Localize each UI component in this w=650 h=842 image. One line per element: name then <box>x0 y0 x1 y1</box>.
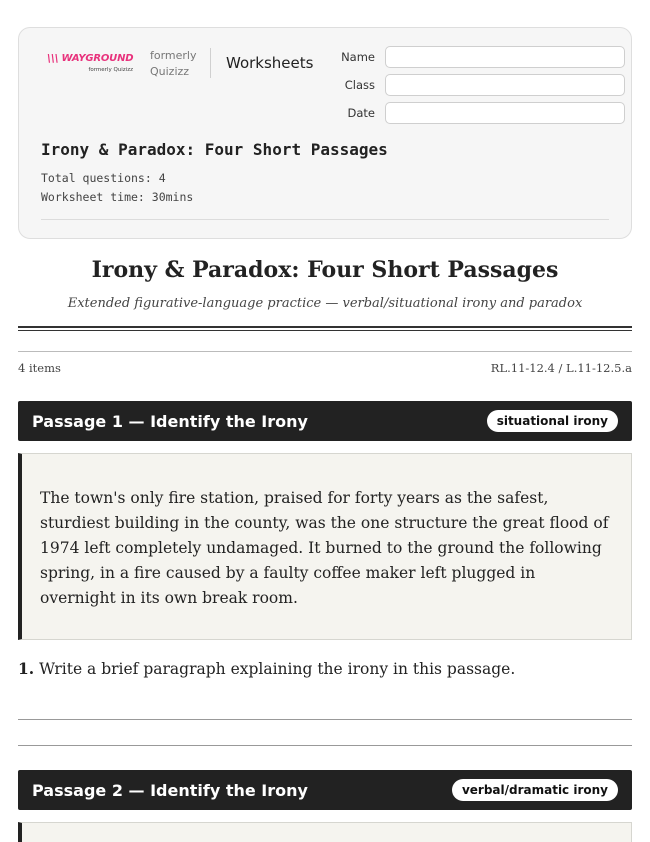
name-input[interactable] <box>385 46 625 68</box>
class-field-row <box>339 74 625 96</box>
page-subtitle: Extended figurative-language practice — verbal/situational irony and paradox <box>67 296 583 311</box>
passage-2-title: Passage 2 — Identify the Irony <box>32 780 308 800</box>
student-info-fields <box>339 46 625 130</box>
card-title: Irony & Paradox: Four Short Passages <box>41 140 388 159</box>
page-title: Irony & Paradox: Four Short Passages <box>91 257 559 283</box>
header-divider <box>210 48 211 78</box>
date-field-row <box>339 102 625 124</box>
item-count: 4 items <box>18 361 61 375</box>
worksheet-time: Worksheet time: 30mins <box>41 190 194 204</box>
passage-2-text <box>18 822 632 842</box>
class-input[interactable] <box>385 74 625 96</box>
title-double-rule <box>18 326 632 331</box>
passage-1-tag: situational irony <box>487 410 618 432</box>
passage-1-header <box>18 401 632 441</box>
date-input[interactable] <box>385 102 625 124</box>
formerly-quizizz-label: formerly Quizizz <box>150 49 197 78</box>
logo-subtext: formerly Quizizz <box>88 67 133 73</box>
question-1-text: Write a brief paragraph explaining the irony in this passage. <box>39 660 516 678</box>
card-divider <box>41 219 609 220</box>
logo-text: WAYGROUND <box>61 53 134 64</box>
card-meta <box>41 169 193 207</box>
total-questions: Total questions: 4 <box>41 171 166 185</box>
name-field-row <box>339 46 625 68</box>
answer-line[interactable] <box>18 745 632 746</box>
date-label: Date <box>347 106 375 120</box>
name-label: Name <box>341 50 375 64</box>
meta-rule <box>18 351 632 352</box>
passage-2-tag: verbal/dramatic irony <box>452 779 618 801</box>
wayground-logo <box>47 52 135 73</box>
question-1-number: 1. <box>18 659 35 678</box>
passage-1-text: The town's only fire station, praised for forty years as the safest, sturdiest building in the county, was the one structure the great flood of 1974 left completely undamaged. It burned to the ground the following spring, in a fire caused by a faulty coffee maker left plugged in overnight in its own break room. <box>18 453 632 640</box>
logo-mark-icon: \\\ <box>47 52 59 65</box>
class-label: Class <box>344 78 375 92</box>
passage-1-title: Passage 1 — Identify the Irony <box>32 411 308 431</box>
question-1 <box>18 659 515 678</box>
standards-label: RL.11-12.4 / L.11-12.5.a <box>490 361 632 375</box>
worksheet-header-card <box>18 27 632 239</box>
passage-2-header <box>18 770 632 810</box>
worksheets-label: Worksheets <box>226 54 314 72</box>
answer-line[interactable] <box>18 719 632 720</box>
